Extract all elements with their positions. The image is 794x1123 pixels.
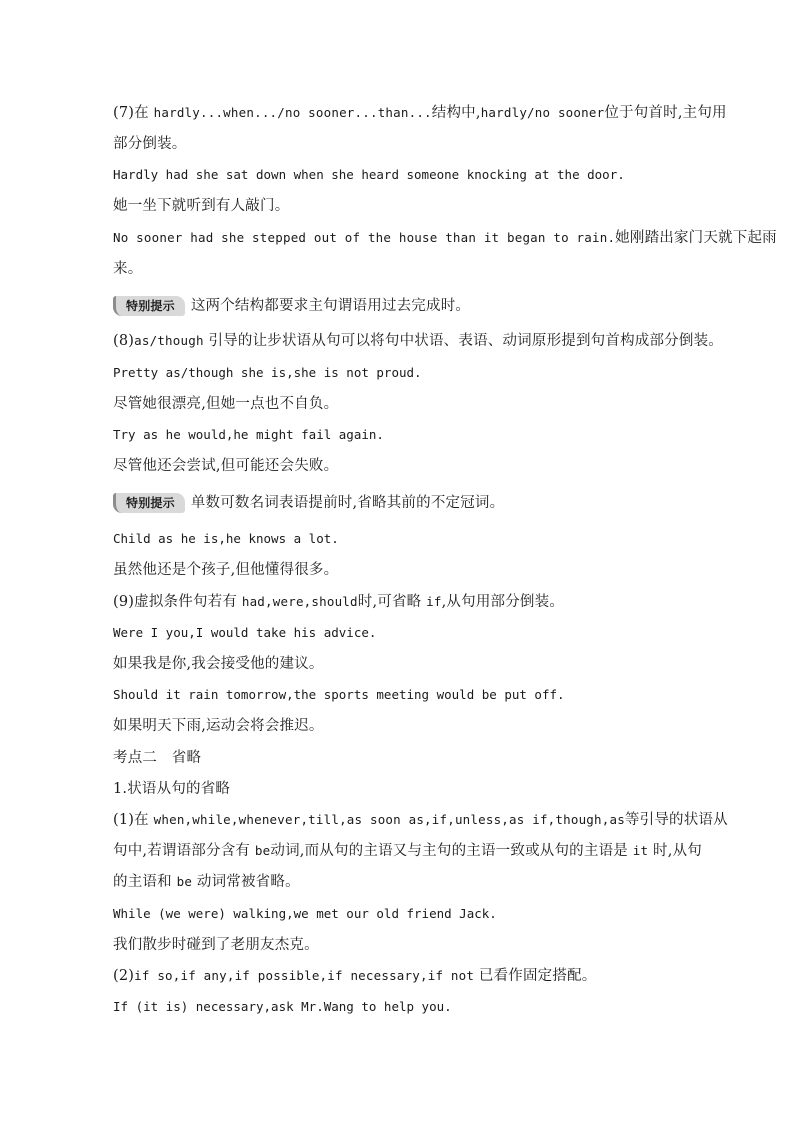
special-tip-text: 单数可数名词表语提前时,省略其前的不定冠词。 xyxy=(190,495,505,511)
example-sentence: Were I you,I would take his advice. xyxy=(113,625,377,640)
rule-1-line-1: (1)在 when,while,whenever,till,as soon as,if,unless,as if,though,as等引导的状语从 xyxy=(113,812,728,828)
example-translation: 如果我是你,我会接受他的建议。 xyxy=(113,656,324,672)
example-translation: 虽然他还是个孩子,但他懂得很多。 xyxy=(113,562,339,578)
example-translation: 尽管他还会尝试,但可能还会失败。 xyxy=(113,458,339,474)
example-sentence: Should it rain tomorrow,the sports meeting would be put off. xyxy=(113,687,565,702)
rule-9: (9)虚拟条件句若有 had,were,should时,可省略 if,从句用部分倒装。 xyxy=(113,594,565,610)
example-sentence: Try as he would,he might fail again. xyxy=(113,427,384,442)
rule-7-line-1: (7)在 hardly...when.../no sooner...than...结构中,hardly/no sooner位于句首时,主句用 xyxy=(113,105,727,121)
example-sentence: Hardly had she sat down when she heard someone knocking at the door. xyxy=(113,167,625,182)
example-translation: 我们散步时碰到了老朋友杰克。 xyxy=(113,937,319,953)
example-sentence: Pretty as/though she is,she is not proud. xyxy=(113,365,422,380)
section-heading: 考点二 省略 xyxy=(113,750,202,766)
rule-8: (8)as/though 引导的让步状语从句可以将句中状语、表语、动词原形提到句首构成部分倒装。 xyxy=(113,333,723,349)
example-translation-cont: 来。 xyxy=(113,261,143,277)
rule-1-line-3: 的主语和 be 动词常被省略。 xyxy=(113,874,300,890)
example-translation: 尽管她很漂亮,但她一点也不自负。 xyxy=(113,396,339,412)
subsection-heading: 1.状语从句的省略 xyxy=(113,781,231,797)
special-tip-badge: 特别提示 xyxy=(113,493,185,513)
example-sentence: While (we were) walking,we met our old friend Jack. xyxy=(113,906,497,921)
rule-1-line-2: 句中,若谓语部分含有 be动词,而从句的主语又与主句的主语一致或从句的主语是 it 时,从句 xyxy=(113,843,702,859)
example-translation: 她一坐下就听到有人敲门。 xyxy=(113,198,290,214)
special-tip-text: 这两个结构都要求主句谓语用过去完成时。 xyxy=(190,298,471,314)
example-sentence: Child as he is,he knows a lot. xyxy=(113,531,339,546)
example-translation: 如果明天下雨,运动会将会推迟。 xyxy=(113,718,324,734)
special-tip xyxy=(113,296,688,316)
example-sentence-with-translation: No sooner had she stepped out of the house than it began to rain.她刚踏出家门天就下起雨 xyxy=(113,230,777,246)
special-tip-badge: 特别提示 xyxy=(113,296,185,316)
rule-7-line-2: 部分倒装。 xyxy=(113,136,187,152)
rule-2: (2)if so,if any,if possible,if necessary,if not 已看作固定搭配。 xyxy=(113,968,597,984)
special-tip xyxy=(113,493,688,513)
example-sentence: If (it is) necessary,ask Mr.Wang to help you. xyxy=(113,999,452,1014)
